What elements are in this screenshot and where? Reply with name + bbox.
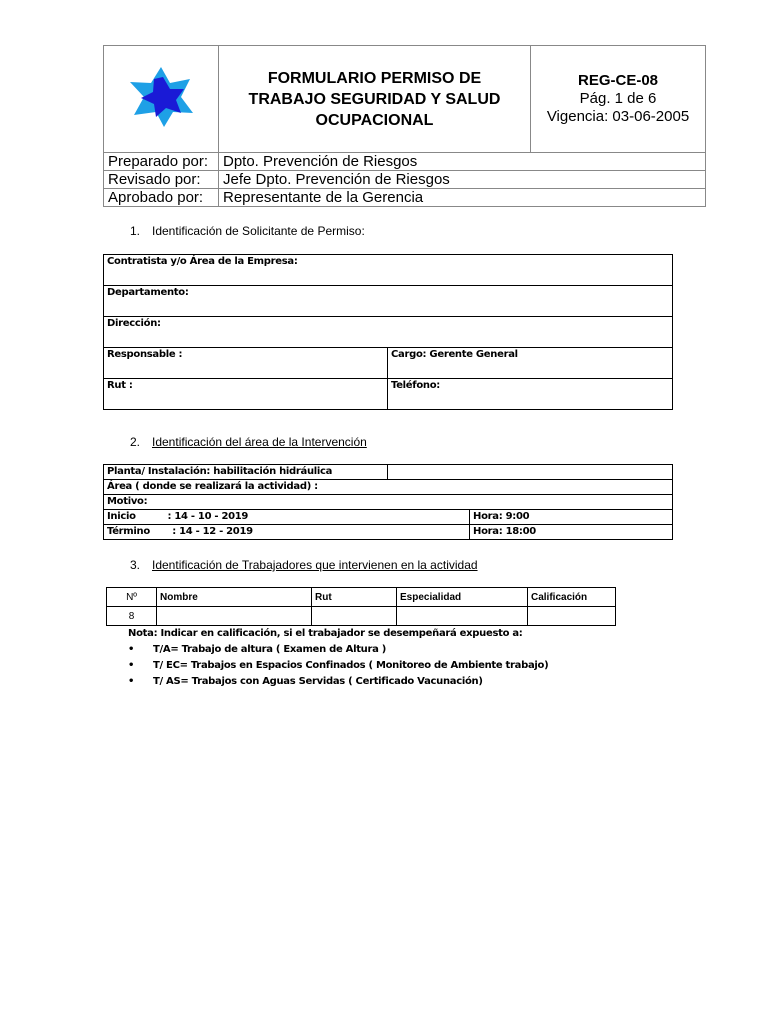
reviewed-value: Jefe Dpto. Prevención de Riesgos [219,171,706,189]
section-3-number: 3. [130,558,141,572]
prepared-label: Preparado por: [104,153,219,171]
form-title-line-1: FORMULARIO PERMISO DE [267,69,482,87]
area-table [103,464,673,540]
section-1-title: Identificación de Solicitante de Permiso: [152,224,365,238]
planta-field[interactable]: Planta/ Instalación: habilitación hidráulica [104,465,388,480]
section-1-heading [130,224,365,238]
workers-table [106,587,616,626]
reviewed-label: Revisado por: [104,171,219,189]
approved-row [104,189,706,207]
section-2-heading [130,435,367,449]
bullet-icon: • [128,644,135,655]
approved-label: Aprobado por: [104,189,219,207]
col-header-calificacion: Calificación [528,588,616,607]
form-title [219,46,531,153]
bullet-icon: • [128,676,135,687]
list-item [128,642,548,658]
logo-cell [104,46,219,153]
inicio-field[interactable]: Inicio : 14 - 10 - 2019 [104,510,470,525]
worker-nombre-cell[interactable] [157,607,312,626]
section-3-heading [130,558,478,572]
prepared-row [104,153,706,171]
list-item [128,674,548,690]
document-code-cell [531,46,706,153]
col-header-rut: Rut [312,588,397,607]
motivo-field[interactable]: Motivo: [104,495,673,510]
form-title-line-3: OCUPACIONAL [315,111,434,129]
worker-rut-cell[interactable] [312,607,397,626]
applicant-table [103,254,673,410]
approved-value: Representante de la Gerencia [219,189,706,207]
document-code: REG-CE-08 [577,72,659,89]
section-3-title: Identificación de Trabajadores que intervienen en la actividad [152,558,478,572]
prepared-value: Dpto. Prevención de Riesgos [219,153,706,171]
termino-field[interactable]: Término : 14 - 12 - 2019 [104,525,470,540]
list-item [128,658,548,674]
direccion-field[interactable]: Dirección: [104,317,673,348]
section-2-title: Identificación del área de la Intervención [152,435,367,449]
bullet-text-1: T/A= Trabajo de altura ( Examen de Altura ) [153,644,387,655]
contratista-field[interactable]: Contratista y/o Área de la Empresa: [104,255,673,286]
worker-especialidad-cell[interactable] [397,607,528,626]
worker-calificacion-cell[interactable] [528,607,616,626]
departamento-field[interactable]: Departamento: [104,286,673,317]
section-1-number: 1. [130,224,141,238]
table-row [107,607,616,626]
hora-inicio-field[interactable]: Hora: 9:00 [470,510,673,525]
bullet-text-3: T/ AS= Trabajos con Aguas Servidas ( Certificado Vacunación) [153,676,483,687]
header-table [103,45,706,207]
company-star-logo [126,65,196,129]
col-header-nombre: Nombre [157,588,312,607]
page-number: Pág. 1 de 6 [579,90,657,107]
area-field[interactable]: Área ( donde se realizará la actividad) : [104,480,673,495]
vigencia-date: Vigencia: 03-06-2005 [546,108,690,125]
section-2-number: 2. [130,435,141,449]
reviewed-row [104,171,706,189]
notes-block [128,626,548,690]
col-header-numero: Nº [107,588,157,607]
col-header-especialidad: Especialidad [397,588,528,607]
form-title-line-2: TRABAJO SEGURIDAD Y SALUD [248,90,501,108]
bullet-text-2: T/ EC= Trabajos en Espacios Confinados ( Monitoreo de Ambiente trabajo) [153,660,549,671]
telefono-field[interactable]: Teléfono: [388,379,673,410]
worker-numero-cell[interactable]: 8 [107,607,157,626]
rut-field[interactable]: Rut : [104,379,388,410]
bullet-icon: • [128,660,135,671]
workers-header-row [107,588,616,607]
hora-termino-field[interactable]: Hora: 18:00 [470,525,673,540]
responsable-field[interactable]: Responsable : [104,348,388,379]
planta-extra-cell[interactable] [388,465,673,480]
cargo-field[interactable]: Cargo: Gerente General [388,348,673,379]
note-text: Nota: Indicar en calificación, si el trabajador se desempeñará expuesto a: [128,628,523,639]
